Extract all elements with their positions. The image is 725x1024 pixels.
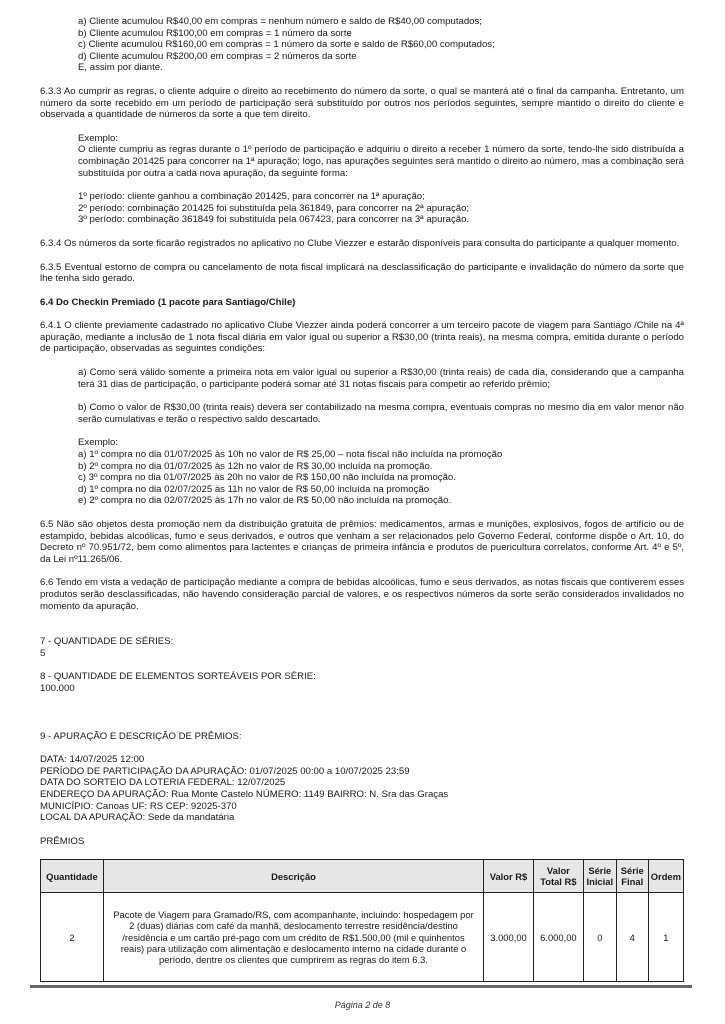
header-serie-final-line2: Final — [621, 876, 644, 888]
example-text: O cliente cumpriu as regras durante o 1º período de participação e adquiriu o direito a receber 1 número da sorte, tendo-lhe sido distribuída a combinação 201425 para concorrer na 1ª apuração; logo, nas apurações seguintes será mantido o direito ao número, mas a combinação será substituída por outra a cada nova apuração, da seguinte forma: — [78, 144, 684, 179]
section-6-3-5: 6.3.5 Eventual estorno de compra ou cancelamento de nota fiscal implicará na desclassificação do participante e invalidação do número da sorte que lhe tenha sido gerado. — [40, 261, 684, 285]
section-6-6: 6.6 Tendo em vista a vedação de participação mediante a compra de bebidas alcoólicas, fumo e seus derivados, as notas fiscais que contiverem esses produtos serão desclassificadas, não havendo consideração parcial de valores, e os respectivos números da sorte serão considerados invalidados no momento da apuração. — [40, 577, 684, 612]
cell-quantidade: 2 — [41, 893, 104, 982]
cell-valor: 3.000,00 — [484, 893, 534, 982]
header-serie-inicial-line2: Inicial — [586, 876, 614, 888]
cell-valor-total: 6.000,00 — [533, 893, 583, 982]
condition-b: b) Como o valor de R$30,00 (trinta reais) deverá ser contabilizado na mesma compra, eventuais compras no mesmo dia em valor menor não serão cumulativas e terão o respectivo saldo descartado. — [78, 402, 684, 425]
list-item: a) Cliente acumulou R$40,00 em compras = nenhum número e saldo de R$40,00 computados; — [78, 16, 482, 27]
document-page — [40, 16, 684, 982]
section-7-heading: 7 - QUANTIDADE DE SÉRIES: — [40, 636, 174, 648]
apuracao-municipality: MUNICÍPIO: Canoas UF: RS CEP: 92025-370 — [40, 800, 237, 812]
section-8-heading: 8 - QUANTIDADE DE ELEMENTOS SORTEÁVEIS POR SÉRIE: — [40, 671, 316, 683]
header-serie-inicial — [583, 860, 616, 893]
cell-ordem: 1 — [648, 893, 683, 982]
section-8-value: 100.000 — [40, 682, 75, 694]
accumulation-examples-list — [40, 16, 684, 74]
cell-descricao: Pacote de Viagem para Gramado/RS, com acompanhante, incluindo: hospedagem por 2 (duas) diárias com café da manhã, deslocamento terrestre residência/destino /residência e um cartão pré-pago com um crédito de R$1.500,00 (mil e quinhentos reais) para utilização com alimentação e deslocamento interno na cidade durante o período, dentre os clientes que cumprirem as regras do item 6.3. — [103, 893, 483, 982]
section-6-3-3: 6.3.3 Ao cumprir as regras, o cliente adquire o direito ao recebimento do número da sorte, o qual se manterá até o final da campanha. Entretanto, um número da sorte recebido em um período de participação será substituído por outros nos períodos seguintes, sempre mantido o direito do cliente e observada a quantidade de números da sorte a que tem direito. — [40, 85, 684, 121]
apuracao-date: DATA: 14/07/2025 12:00 — [40, 754, 145, 766]
page-number: Página 2 de 8 — [334, 1000, 391, 1010]
list-item: E, assim por diante. — [78, 62, 163, 74]
example-item: a) 1º compra no dia 01/07/2025 às 10h no valor de R$ 25,00 – nota fiscal não incluída na promoção — [78, 449, 503, 461]
list-item: d) Cliente acumulou R$200,00 em compras = 2 números da sorte — [78, 50, 357, 62]
header-valor-total-line1: Valor — [546, 865, 570, 877]
table-header-row — [41, 860, 684, 893]
header-descricao: Descrição — [103, 860, 483, 893]
section-6-3-3-example — [40, 133, 684, 226]
header-ordem: Ordem — [648, 860, 683, 893]
section-6-5: 6.5 Não são objetos desta promoção nem da distribuição gratuita de prêmios: medicamentos, armas e munições, explosivos, fogos de artifício ou de estampido, bebidas alcoólicas, fumo e seus derivados, e outros que venham a ser relacionados pelo Governo Federal, conforme dispõe o Art. 10, do Decreto nº 70.951/72, bem como alimentos para lactentes e crianças de primeira infância e produtos de puericultura correlatos, conforme Art. 4º e 5º, da Lei nº11.265/06. — [40, 519, 684, 565]
header-serie-inicial-line1: Série — [588, 865, 612, 877]
section-7-value: 5 — [40, 647, 46, 659]
list-item: c) Cliente acumulou R$160,00 em compras = 1 número da sorte e saldo de R$60,00 computados; — [78, 39, 495, 51]
cell-serie-inicial: 0 — [583, 893, 616, 982]
example-item: b) 2º compra no dia 01/07/2025 às 12h no valor de R$ 30,00 incluída na promoção. — [78, 460, 433, 472]
example-label: Exemplo: — [78, 437, 118, 449]
example-label: Exemplo: — [78, 132, 118, 144]
period-item: 2º período: combinação 201425 foi substituída pela 361849, para concorrer na 2ª apuração; — [78, 202, 470, 214]
apuracao-location: LOCAL DA APURAÇÃO: Sede da mandatária — [40, 812, 235, 824]
header-valor: Valor R$ — [484, 860, 534, 893]
prizes-table — [40, 859, 684, 982]
lottery-date: DATA DO SORTEIO DA LOTERIA FEDERAL: 12/07/2025 — [40, 777, 286, 789]
table-row — [41, 893, 684, 982]
section-6-4-example — [40, 437, 684, 507]
period-item: 1º período: cliente ganhou a combinação 201425, para concorrer na 1ª apuração; — [78, 191, 425, 203]
example-item: e) 2º compra no dia 02/07/2025 às 17h no valor de R$ 50,00 não incluída na promoção. — [78, 495, 452, 507]
footer-divider — [30, 985, 692, 988]
header-serie-final-line1: Série — [620, 865, 644, 877]
section-9-heading: 9 - APURAÇÃO E DESCRIÇÃO DE PRÊMIOS: — [40, 730, 242, 742]
list-item: b) Cliente acumulou R$100,00 em compras = 1 número da sorte — [78, 27, 352, 39]
header-valor-total-line2: Total R$ — [540, 876, 577, 888]
example-item: c) 3º compra no dia 01/07/2025 às 20h no valor de R$ 150,00 não incluída na promoção. — [78, 472, 456, 484]
apuracao-details — [40, 754, 684, 824]
condition-a: a) Como será válido somente a primeira nota em valor igual ou superior a R$30,00 (trinta reais) de cada dia, considerando que a campanha terá 31 dias de participação, o participante poderá somar até 31 notas fiscais para competir ao referido prêmio; — [78, 367, 684, 390]
cell-serie-final: 4 — [616, 893, 648, 982]
section-6-3-4: 6.3.4 Os números da sorte ficarão registrados no aplicativo no Clube Viezzer e estarão disponíveis para consulta do participante a qualquer momento. — [40, 237, 680, 249]
header-serie-final — [616, 860, 648, 893]
period-item: 3º período: combinação 361849 foi substituída pela 067423, para concorrer na 3ª apuração. — [78, 214, 470, 226]
section-6-4-heading: 6.4 Do Checkin Premiado (1 pacote para Santiago/Chile) — [40, 296, 296, 308]
header-valor-total — [533, 860, 583, 893]
section-6-4-1: 6.4.1 O cliente previamente cadastrado no aplicativo Clube Viezzer ainda poderá concorrer a um terceiro pacote de viagem para Santiago /Chile na 4ª apuração, mediante a inclusão de 1 nota fiscal diária em valor igual ou superior a R$30,00 (trinta reais), na mesma compra, emitida durante o período de participação, observadas as seguintes condições: — [40, 320, 684, 355]
prizes-label: PRÊMIOS — [40, 835, 85, 847]
apuracao-address: ENDEREÇO DA APURAÇÃO: Rua Monte Castelo NÚMERO: 1149 BAIRRO: N. Sra das Graças — [40, 788, 449, 800]
example-item: d) 1º compra no dia 02/07/2025 às 11h no valor de R$ 50,00 incluída na promoção — [78, 483, 430, 495]
apuracao-period: PERÍODO DE PARTICIPAÇÃO DA APURAÇÃO: 01/07/2025 00:00 a 10/07/2025 23:59 — [40, 765, 410, 777]
header-quantidade: Quantidade — [41, 860, 104, 893]
